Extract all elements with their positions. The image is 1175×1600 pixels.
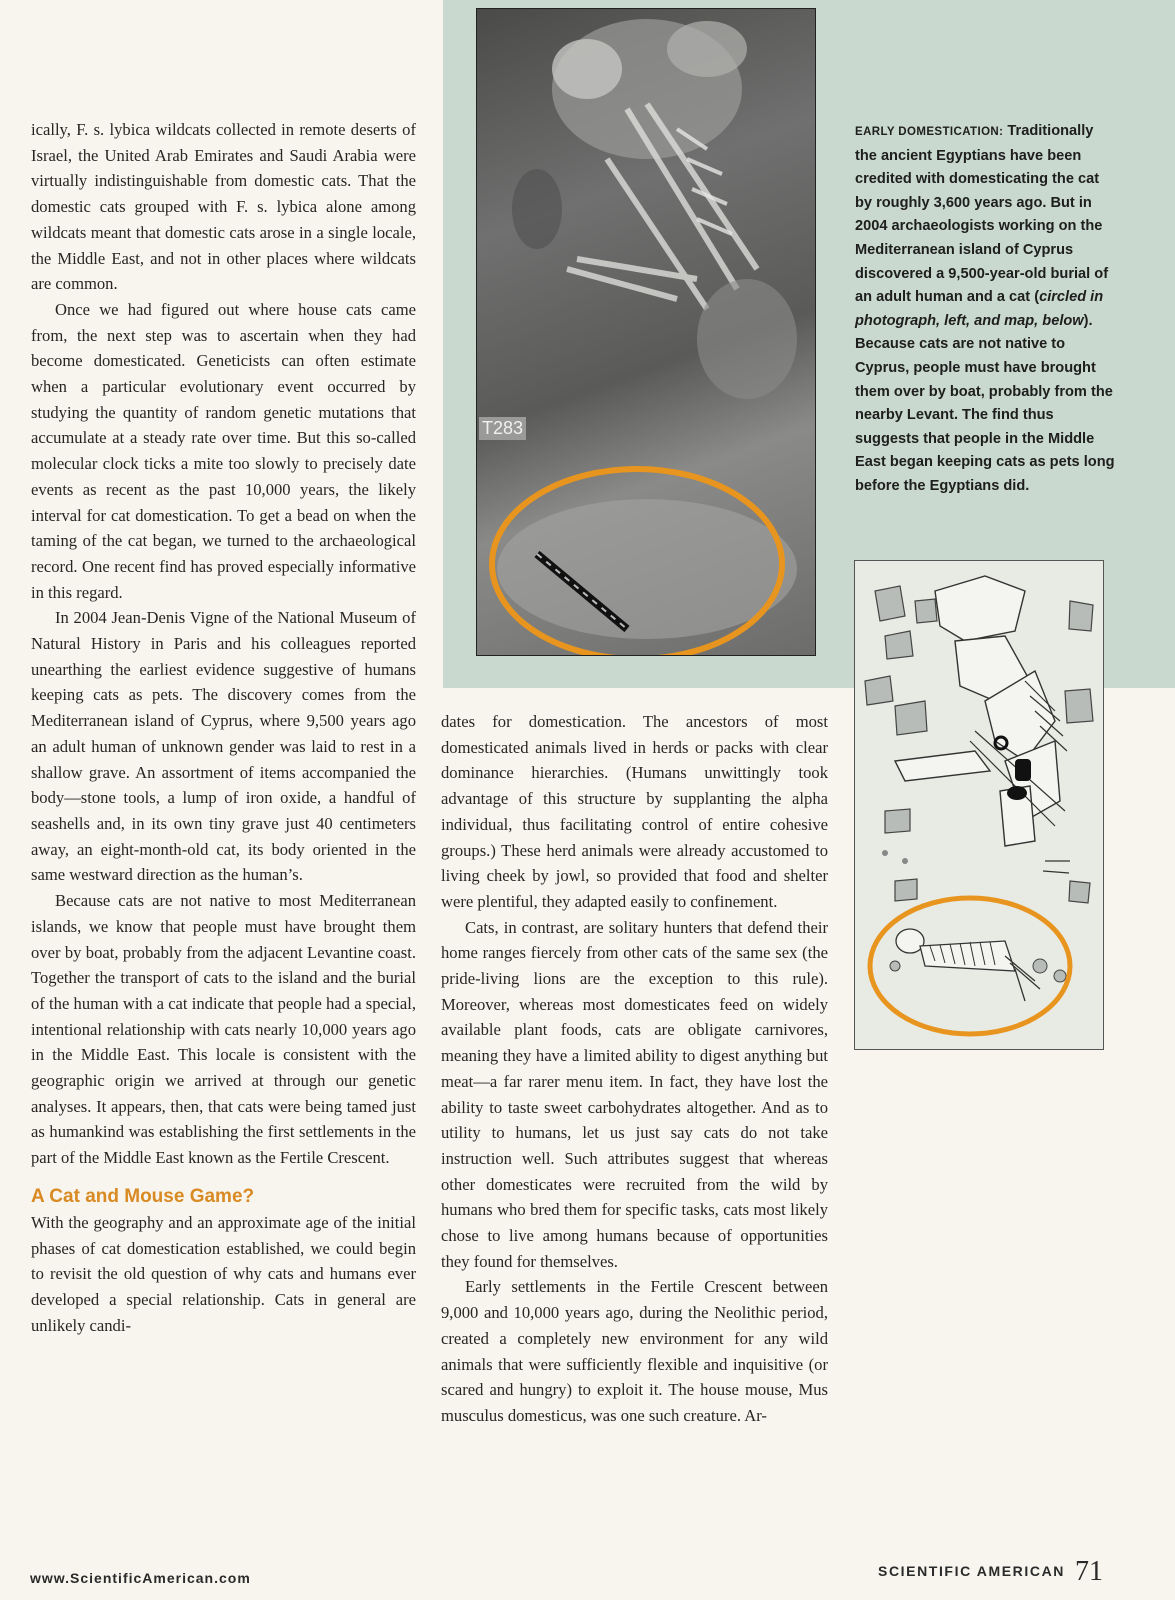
paragraph: In 2004 Jean-Denis Vigne of the National Museum of Natural History in Paris and his colleagues reported unearthing the earliest evidence suggestive of humans keeping cats as pets. The discovery comes from the Mediterranean island of Cyprus, where 9,500 years ago an adult human of unknown gender was laid to rest in a shallow grave. An assortment of items accompanied the body—stone tools, a lump of iron oxide, a handful of seashells and, in its own tiny grave just 40 centimeters away, an eight-month-old cat, its body oriented in the same westward direction as the human’s. [31, 608, 416, 885]
footer-url: www.ScientificAmerican.com [30, 1570, 251, 1586]
burial-photo-illustration [477, 9, 816, 656]
paragraph: Early settlements in the Fertile Crescent between 9,000 and 10,000 years ago, during the Neolithic period, created a completely new environment for any wild animals that were sufficiently flexible and inquisitive (or scared and hungry) to exploit it. The house mouse, Mus musculus domesticus, was one such creature. Ar- [441, 1277, 828, 1425]
paragraph: dates for domestication. The ancestors of most domesticated animals lived in herds or packs with clear dominance hierarchies. (Humans unwittingly took advantage of this structure by supplanting the alpha individual, thus facilitating control of entire cohesive groups.) These herd animals were already accustomed to living cheek by jowl, so provided that food and shelter were plentiful, they adapted easily to confinement. [441, 712, 828, 911]
burial-map-drawing [855, 561, 1103, 1049]
figure-caption [855, 120, 1117, 499]
caption-italic: circled in photograph, left, and map, below [855, 289, 1104, 329]
footer-magazine-name: SCIENTIFIC AMERICAN [878, 1563, 1065, 1579]
page-number: 71 [1075, 1556, 1103, 1587]
paragraph: ically, F. s. lybica wildcats collected in remote deserts of Israel, the United Arab Emirates and Saudi Arabia were virtually indistinguishable from domestic cats. That the domestic cats grouped with F. s. lybica alone among wildcats meant that domestic cats arose in a single locale, the Middle East, and not in other places where wildcats are common. [31, 120, 416, 294]
burial-site-map [854, 560, 1104, 1050]
burial-photograph [476, 8, 816, 656]
paragraph: Because cats are not native to most Mediterranean islands, we know that people must have brought them over by boat, probably from the adjacent Levantine coast. Together the transport of cats to the island and the burial of the human with a cat indicate that people had a special, intentional relationship with cats nearly 10,000 years ago in the Middle East. This locale is consistent with the geographic origin we arrived at through our genetic analyses. It appears, then, that cats were being tamed just as humankind was establishing the first settlements in the part of the Middle East known as the Fertile Crescent. [31, 891, 416, 1168]
article-column-middle [441, 709, 828, 1429]
paragraph: Once we had figured out where house cats came from, the next step was to ascertain when they had become domesticated. Geneticists can often estimate when a particular evolutionary event occurred by studying the quantity of random genetic mutations that accumulate at a steady rate over time. But this so-called molecular clock ticks a mite too slowly to precisely date events as recent as the past 10,000 years, the likely interval for cat domestication. To get a bead on when the taming of the cat began, we turned to the archaeological record. One recent find has proved especially informative in this regard. [31, 299, 416, 602]
paragraph: Cats, in contrast, are solitary hunters that defend their home ranges fiercely from other cats of the same sex (the pride-living lions are the exception to this rule). Moreover, whereas most domesticates feed on widely available plant foods, cats are obligate carnivores, meaning they have a limited ability to digest anything but meat—a far rarer menu item. In fact, they have lost the ability to taste sweet carbohydrates altogether. And as to utility to humans, let us just say cats do not take instruction well. Such attributes suggest that whereas other domesticates were recruited from the wild by humans who bred them for specific tasks, cats most likely chose to live among humans because of opportunities they found for themselves. [441, 917, 828, 1271]
caption-label: EARLY DOMESTICATION: [855, 126, 1004, 138]
paragraph: With the geography and an approximate age of the initial phases of cat domestication established, we could begin to revisit the old question of why cats and humans ever developed a special relationship. Cats in general are unlikely candi- [31, 1212, 416, 1335]
caption-text-end: ). Because cats are not native to Cyprus, people must have brought them over by boat, probably from the nearby Levant. The find thus suggests that people in the Middle East began keeping cats as pets long before the Egyptians did. [855, 312, 1115, 494]
photo-tag-label: T283 [479, 417, 526, 440]
section-heading: A Cat and Mouse Game? [31, 1185, 255, 1207]
article-column-left [31, 117, 416, 1338]
caption-text: Traditionally the ancient Egyptians have been credited with domesticating the cat by roughly 3,600 years ago. But in 2004 archaeologists working on the Mediterranean island of Cyprus discovered a 9,500-year-old burial of an adult human and a cat ( [855, 123, 1109, 306]
